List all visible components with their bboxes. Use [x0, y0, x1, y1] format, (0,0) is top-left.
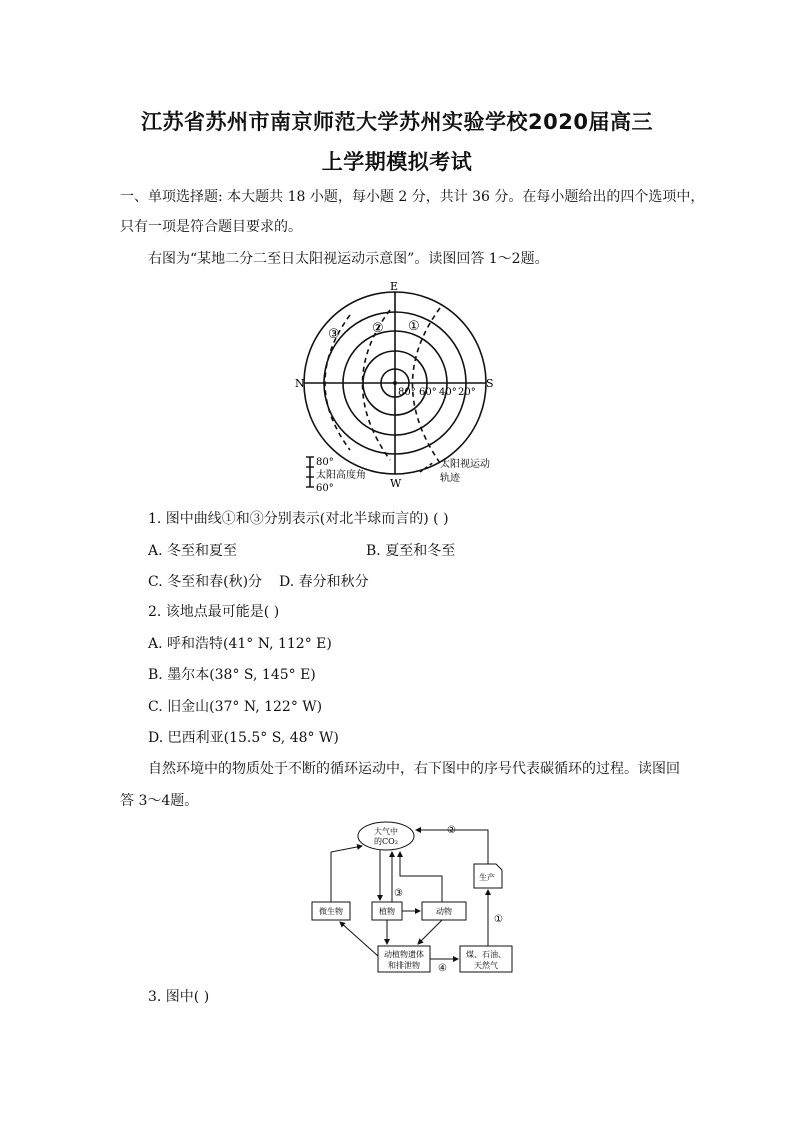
- curve-label-2: ②: [372, 321, 384, 336]
- question-context-1: 右图为“某地二分二至日太阳视运动示意图”。读图回答 1～2题。: [148, 251, 549, 267]
- curve-label-1: ①: [408, 319, 420, 334]
- arrow-microbes-to-co2: [331, 846, 362, 902]
- legend-track-line1: 太阳视运动: [440, 459, 490, 470]
- question-2-stem: 2. 该地点最可能是( ): [148, 604, 280, 620]
- marker-2: ②: [447, 825, 456, 836]
- question-context-2-line1: 自然环境中的物质处于不断的循环运动中，右下图中的序号代表碳循环的过程。读图回: [148, 761, 680, 777]
- legend-altitude-caption: 太阳高度角: [316, 470, 366, 481]
- question-2-option-c: C. 旧金山(37° N, 122° W): [148, 699, 323, 715]
- exam-title-line1: 江苏省苏州市南京师范大学苏州实验学校2020届高三: [141, 110, 653, 134]
- question-1-stem: 1. 图中曲线①和③分别表示(对北半球而言的) ( ): [148, 511, 449, 527]
- curve-label-3: ③: [328, 327, 340, 342]
- microbes-label: 微生物: [319, 907, 343, 916]
- co2-label-line2: 的CO₂: [374, 837, 398, 846]
- question-2-option-a: A. 呼和浩特(41° N, 112° E): [148, 636, 332, 652]
- marker-3: ③: [394, 888, 403, 899]
- fuel-label-line2: 天然气: [474, 961, 498, 970]
- animals-label: 动物: [436, 907, 452, 916]
- question-1-option-a: A. 冬至和夏至: [148, 543, 238, 559]
- section1-instructions-line1: 一、单项选择题: 本大题共 18 小题，每小题 2 分，共计 36 分。在每小题给出的四个选项中，: [120, 189, 705, 205]
- exam-title-line2: 上学期模拟考试: [321, 150, 473, 174]
- ring-label-40: 40°: [439, 387, 457, 398]
- question-1-option-d: D. 春分和秋分: [279, 574, 369, 590]
- legend-track-dash: [420, 462, 434, 472]
- question-context-2-line2: 答 3～4题。: [120, 793, 199, 809]
- legend-track-line2: 轨迹: [440, 473, 460, 484]
- question-1-option-c: C. 冬至和春(秋)分: [148, 574, 263, 590]
- ring-label-80: 80°: [398, 387, 416, 398]
- section1-instructions-line2: 只有一项是符合题目要求的。: [120, 219, 302, 235]
- ring-label-60: 60°: [419, 387, 437, 398]
- plants-label: 植物: [379, 907, 395, 916]
- fuel-label-line1: 煤、石油、: [466, 950, 506, 959]
- ring-label-20: 20°: [458, 387, 476, 398]
- north-label: N: [295, 377, 305, 390]
- west-label: W: [390, 477, 402, 490]
- marker-1: ①: [494, 914, 503, 925]
- co2-label-line1: 大气中: [374, 827, 398, 836]
- arrow-animals-to-remains: [418, 920, 442, 944]
- question-3-stem: 3. 图中( ): [148, 989, 210, 1005]
- legend-altitude-80: 80°: [316, 457, 334, 468]
- solar-diagram-legend: [300, 454, 520, 494]
- arrow-remains-to-microbes: [340, 922, 378, 956]
- question-1-option-b: B. 夏至和冬至: [366, 543, 456, 559]
- question-2-option-b: B. 墨尔本(38° S, 145° E): [148, 667, 316, 683]
- south-label: S: [486, 377, 494, 390]
- remains-label-line1: 动植物遗体: [384, 950, 424, 959]
- carbon-cycle-diagram: [300, 818, 520, 978]
- arrow-animals-to-co2: [400, 852, 442, 902]
- remains-label-line2: 和排泄物: [388, 961, 420, 970]
- east-label: E: [390, 280, 399, 293]
- legend-altitude-60: 60°: [316, 483, 334, 494]
- marker-4: ④: [438, 963, 447, 974]
- question-2-option-d: D. 巴西利亚(15.5° S, 48° W): [148, 730, 339, 746]
- production-label: 生产: [479, 873, 495, 882]
